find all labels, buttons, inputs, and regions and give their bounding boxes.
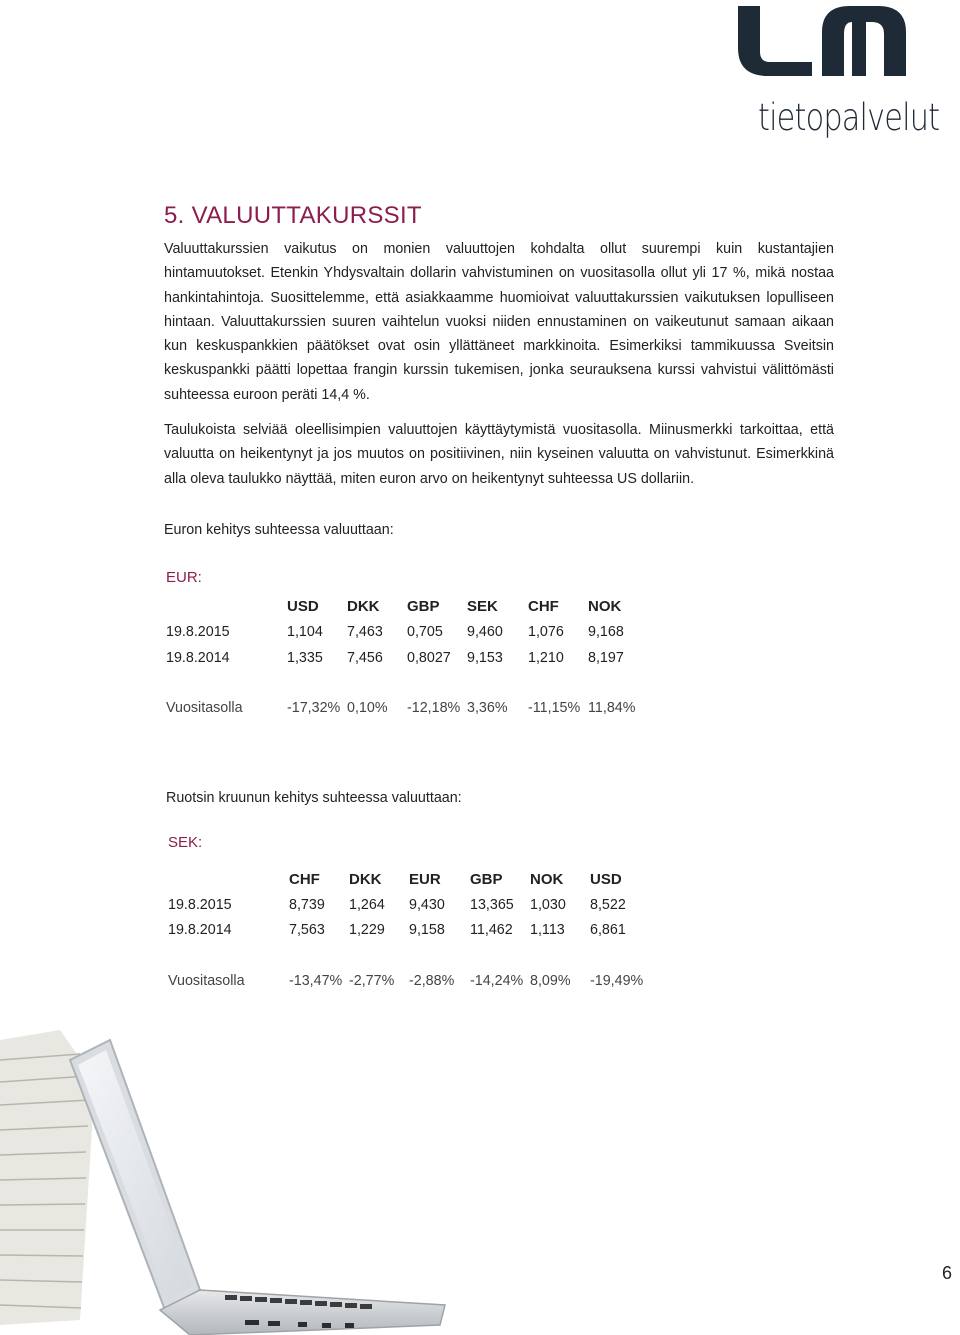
row-date: 19.8.2014 (168, 922, 232, 938)
change-label: Vuositasolla (166, 700, 243, 716)
row-date: 19.8.2014 (166, 650, 230, 666)
laptop-newspaper-photo (0, 1020, 460, 1335)
table-cell: 1,335 (287, 650, 323, 666)
change-cell: -11,15% (528, 700, 581, 716)
table-cell: 9,430 (409, 897, 445, 913)
eur-table-caption: Euron kehitys suhteessa valuuttaan: (164, 522, 394, 538)
eur-header-cell: USD (287, 598, 319, 615)
table-cell: 9,153 (467, 650, 503, 666)
sek-header-cell: EUR (409, 871, 441, 888)
sek-header-cell: CHF (289, 871, 320, 888)
eur-header-cell: DKK (347, 598, 380, 615)
change-cell: -17,32% (287, 700, 341, 716)
change-cell: -14,24% (470, 973, 524, 989)
explanation-paragraph: Taulukoista selviää oleellisimpien valuuttojen käyttäytymistä vuositasolla. Miinusmerkki tarkoittaa, että valuutta on heikentynyt ja jos muutos on positiivinen, niin kyseinen valuutta on vahvistunut. Esimerkkinä alla oleva taulukko näyttää, miten euron arvo on heikentynyt suhteessa US dollariin. (164, 422, 834, 487)
row-date: 19.8.2015 (168, 897, 232, 913)
change-cell: 11,84% (588, 700, 636, 716)
laptop (70, 1040, 445, 1335)
change-cell: -12,18% (407, 700, 461, 716)
change-cell: -2,88% (409, 973, 455, 989)
table-cell: 1,076 (528, 624, 564, 640)
table-cell: 11,462 (470, 922, 513, 938)
table-cell: 6,861 (590, 922, 626, 938)
table-cell: 1,113 (530, 922, 565, 938)
eur-table-label: EUR: (166, 569, 202, 586)
table-cell: 7,563 (289, 922, 325, 938)
change-cell: 0,10% (347, 700, 388, 716)
table-cell: 9,460 (467, 624, 503, 640)
table-cell: 1,210 (528, 650, 564, 666)
table-cell: 8,197 (588, 650, 624, 666)
table-cell: 13,365 (470, 897, 514, 913)
row-date: 19.8.2015 (166, 624, 230, 640)
sek-header-cell: DKK (349, 871, 382, 888)
sek-table-label: SEK: (168, 834, 203, 851)
change-cell: -13,47% (289, 973, 343, 989)
page-number: 6 (941, 1263, 952, 1283)
intro-paragraph: Valuuttakurssien vaikutus on monien valuuttojen kohdalta ollut suurempi kuin kustantajien hintamuutokset. Etenkin Yhdysvaltain dollarin vahvistuminen on vuositasolla ollut yli 17 %, mikä nostaa hankintahintoja. Suosittelemme, että asiakkaamme huomioivat valuuttakurssien vaikutuksen lopulliseen hintaan. Valuuttakurssien suuren vaihtelun vuoksi niiden ennustaminen on vaikeutunut samaan aikaan kun keskuspankkien päätökset ovat osin yllättäneet markkinoita. Esimerkiksi tammikuussa Sveitsin keskuspankki päätti lopettaa frangin kurssin tukemisen, jonka seurauksena kurssi vahvistui välittömästi suhteessa euroon peräti 14,4 %. (164, 241, 834, 403)
table-cell: 1,030 (530, 897, 566, 913)
table-cell: 1,229 (349, 922, 385, 938)
table-cell: 9,158 (409, 922, 445, 938)
change-cell: -2,77% (349, 973, 395, 989)
change-cell: 8,09% (530, 973, 571, 989)
change-cell: -19,49% (590, 973, 644, 989)
eur-header-cell: SEK (467, 598, 498, 615)
sek-header-cell: GBP (470, 871, 503, 888)
eur-header-cell: CHF (528, 598, 559, 615)
eur-header-cell: NOK (588, 598, 622, 615)
table-cell: 0,8027 (407, 650, 451, 666)
table-cell: 1,264 (349, 897, 385, 913)
sek-table-caption: Ruotsin kruunun kehitys suhteessa valuuttaan: (166, 790, 462, 806)
change-label: Vuositasolla (168, 973, 245, 989)
logo-wordmark: tietopalvelut (758, 96, 940, 139)
section-title: 5. VALUUTTAKURSSIT (164, 202, 422, 229)
table-cell: 7,456 (347, 650, 383, 666)
table-cell: 1,104 (287, 624, 323, 640)
change-cell: 3,36% (467, 700, 508, 716)
eur-header-cell: GBP (407, 598, 440, 615)
table-cell: 8,739 (289, 897, 325, 913)
sek-header-cell: USD (590, 871, 622, 888)
table-cell: 9,168 (588, 624, 624, 640)
table-cell: 8,522 (590, 897, 626, 913)
table-cell: 0,705 (407, 624, 443, 640)
sek-header-cell: NOK (530, 871, 564, 888)
table-cell: 7,463 (347, 624, 383, 640)
